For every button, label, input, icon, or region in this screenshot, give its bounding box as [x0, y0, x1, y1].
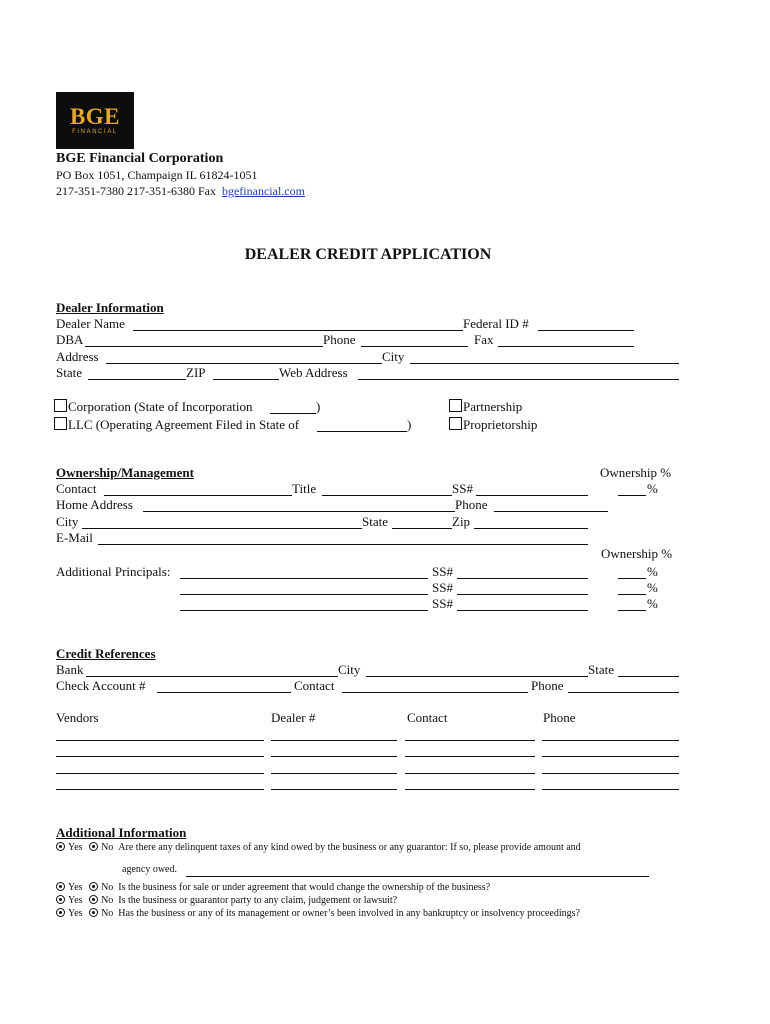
company-website-link[interactable]: bgefinancial.com	[221, 184, 305, 198]
dba-label: DBA	[56, 332, 84, 347]
vendor-name-field[interactable]	[56, 789, 264, 790]
no-radio[interactable]	[89, 895, 98, 904]
ownership-heading: Ownership/Management	[56, 465, 194, 480]
company-address: PO Box 1051, Champaign IL 61824-1051	[56, 168, 258, 182]
owner-title-field[interactable]	[322, 495, 452, 496]
vendor-dealer-no-field[interactable]	[271, 756, 397, 757]
principal-ss-field[interactable]	[457, 578, 588, 579]
owner-state-field[interactable]	[392, 528, 452, 529]
vendor-dealer-no-field[interactable]	[271, 740, 397, 741]
contact-col-header: Contact	[407, 710, 448, 725]
question-row	[56, 895, 397, 906]
bank-contact-label: Contact	[294, 678, 335, 693]
principal-ss-label: SS#	[432, 564, 453, 579]
home-address-label: Home Address	[56, 497, 133, 512]
no-label: No	[101, 908, 114, 919]
company-name: BGE Financial Corporation	[56, 151, 224, 166]
vendor-phone-field[interactable]	[542, 756, 679, 757]
bank-state-field[interactable]	[618, 676, 679, 677]
question-row	[56, 908, 580, 919]
owner-pct-field[interactable]	[618, 495, 646, 496]
dealer-phone-field[interactable]	[361, 346, 468, 347]
dealer-phone-label: Phone	[323, 332, 356, 347]
logo-subtext: FINANCIAL	[72, 128, 118, 135]
address-label: Address	[56, 349, 99, 364]
dealer-state-label: State	[56, 365, 82, 380]
vendor-contact-field[interactable]	[405, 756, 535, 757]
dealer-city-label: City	[382, 349, 405, 364]
company-phone-fax: 217-351-7380 217-351-6380 Fax	[56, 184, 216, 198]
owner-phone-label: Phone	[455, 497, 488, 512]
llc-checkbox[interactable]	[54, 417, 67, 430]
vendor-name-field[interactable]	[56, 740, 264, 741]
proprietorship-checkbox[interactable]	[449, 417, 462, 430]
principal-name-field[interactable]	[180, 578, 428, 579]
principal-ss-field[interactable]	[457, 594, 588, 595]
llc-close-paren: )	[407, 417, 412, 432]
additional-ownership-pct-header: Ownership %	[601, 546, 673, 561]
principal-ss-label: SS#	[432, 580, 453, 595]
yes-label: Yes	[68, 842, 83, 853]
contact-field[interactable]	[104, 495, 292, 496]
check-account-label: Check Account #	[56, 678, 146, 693]
principal-name-field[interactable]	[180, 610, 428, 611]
question-text: Is the business or guarantor party to any claim, judgement or lawsuit?	[118, 895, 398, 906]
additional-principals-label: Additional Principals:	[56, 564, 171, 579]
dealer-zip-field[interactable]	[213, 379, 279, 380]
vendor-contact-field[interactable]	[405, 740, 535, 741]
question-text: Has the business or any of its management or owner’s been involved in any bankruptcy or insolvency proceedings?	[118, 908, 580, 919]
llc-state-field[interactable]	[317, 431, 407, 432]
delinquent-taxes-field[interactable]	[186, 876, 649, 877]
llc-label: LLC (Operating Agreement Filed in State of	[68, 417, 300, 432]
dealer-zip-label: ZIP	[186, 365, 206, 380]
no-radio[interactable]	[89, 842, 98, 851]
vendor-name-field[interactable]	[56, 756, 264, 757]
vendor-phone-field[interactable]	[542, 740, 679, 741]
question-text: Is the business for sale or under agreement that would change the ownership of the business?	[118, 882, 491, 893]
fax-label: Fax	[474, 332, 494, 347]
bank-phone-label: Phone	[531, 678, 564, 693]
no-label: No	[101, 895, 114, 906]
principal-pct-sign: %	[647, 596, 658, 611]
corporation-close-paren: )	[316, 399, 321, 414]
vendor-phone-field[interactable]	[542, 773, 679, 774]
vendor-name-field[interactable]	[56, 773, 264, 774]
principal-name-field[interactable]	[180, 594, 428, 595]
bank-city-field[interactable]	[366, 676, 588, 677]
ownership-pct-header: Ownership %	[600, 465, 672, 480]
yes-radio[interactable]	[56, 895, 65, 904]
corporation-checkbox[interactable]	[54, 399, 67, 412]
web-address-field[interactable]	[358, 379, 679, 380]
home-address-field[interactable]	[143, 511, 455, 512]
vendor-phone-field[interactable]	[542, 789, 679, 790]
dealer-name-label: Dealer Name	[56, 316, 125, 331]
yes-radio[interactable]	[56, 882, 65, 891]
yes-radio[interactable]	[56, 908, 65, 917]
company-phones	[56, 184, 305, 199]
corporation-label: Corporation (State of Incorporation	[68, 399, 253, 414]
email-label: E-Mail	[56, 530, 93, 545]
company-logo	[56, 92, 134, 149]
yes-label: Yes	[68, 895, 83, 906]
principal-pct-field[interactable]	[618, 594, 646, 595]
email-field[interactable]	[98, 544, 588, 545]
principal-pct-field[interactable]	[618, 578, 646, 579]
question-text: Are there any delinquent taxes of any kind owed by the business or any guarantor: If so, please provide amount and	[118, 842, 581, 853]
bank-phone-field[interactable]	[568, 692, 679, 693]
yes-radio[interactable]	[56, 842, 65, 851]
bank-city-label: City	[338, 662, 361, 677]
federal-id-label: Federal ID #	[463, 316, 529, 331]
question-text-continued: agency owed.	[122, 864, 177, 875]
principal-ss-label: SS#	[432, 596, 453, 611]
partnership-checkbox[interactable]	[449, 399, 462, 412]
owner-pct-sign: %	[647, 481, 658, 496]
dealer-name-field[interactable]	[133, 330, 463, 331]
owner-ss-label: SS#	[452, 481, 473, 496]
phone-col-header: Phone	[543, 710, 576, 725]
dealer-info-heading: Dealer Information	[56, 300, 164, 315]
page-title: DEALER CREDIT APPLICATION	[244, 246, 492, 263]
incorporation-state-field[interactable]	[270, 413, 316, 414]
dba-field[interactable]	[85, 346, 323, 347]
bank-label: Bank	[56, 662, 84, 677]
owner-ss-field[interactable]	[476, 495, 588, 496]
credit-references-heading: Credit References	[56, 646, 156, 661]
no-radio[interactable]	[89, 908, 98, 917]
owner-city-field[interactable]	[82, 528, 362, 529]
dealer-state-field[interactable]	[88, 379, 186, 380]
dealer-no-col-header: Dealer #	[271, 710, 316, 725]
yes-label: Yes	[68, 882, 83, 893]
logo-text: BGE	[69, 103, 121, 129]
owner-zip-field[interactable]	[474, 528, 588, 529]
vendor-dealer-no-field[interactable]	[271, 773, 397, 774]
vendor-contact-field[interactable]	[405, 773, 535, 774]
question-row	[56, 842, 581, 853]
vendor-dealer-no-field[interactable]	[271, 789, 397, 790]
owner-city-label: City	[56, 514, 79, 529]
bank-field[interactable]	[86, 676, 338, 677]
bank-contact-field[interactable]	[342, 692, 528, 693]
web-address-label: Web Address	[279, 365, 348, 380]
no-label: No	[101, 882, 114, 893]
principal-pct-sign: %	[647, 580, 658, 595]
principal-pct-field[interactable]	[618, 610, 646, 611]
no-label: No	[101, 842, 114, 853]
fax-field[interactable]	[498, 346, 634, 347]
additional-info-heading: Additional Information	[56, 825, 187, 840]
contact-label: Contact	[56, 481, 97, 496]
owner-title-label: Title	[292, 481, 317, 496]
bank-state-label: State	[588, 662, 614, 677]
owner-phone-field[interactable]	[494, 511, 608, 512]
vendor-contact-field[interactable]	[405, 789, 535, 790]
address-field[interactable]	[106, 363, 382, 364]
check-account-field[interactable]	[157, 692, 291, 693]
federal-id-field[interactable]	[538, 330, 634, 331]
vendors-col-header: Vendors	[56, 710, 99, 725]
yes-label: Yes	[68, 908, 83, 919]
no-radio[interactable]	[89, 882, 98, 891]
proprietorship-label: Proprietorship	[463, 417, 538, 432]
question-row	[56, 882, 490, 893]
principal-pct-sign: %	[647, 564, 658, 579]
partnership-label: Partnership	[463, 399, 523, 414]
owner-state-label: State	[362, 514, 388, 529]
dealer-city-field[interactable]	[410, 363, 679, 364]
principal-ss-field[interactable]	[457, 610, 588, 611]
owner-zip-label: Zip	[452, 514, 471, 529]
